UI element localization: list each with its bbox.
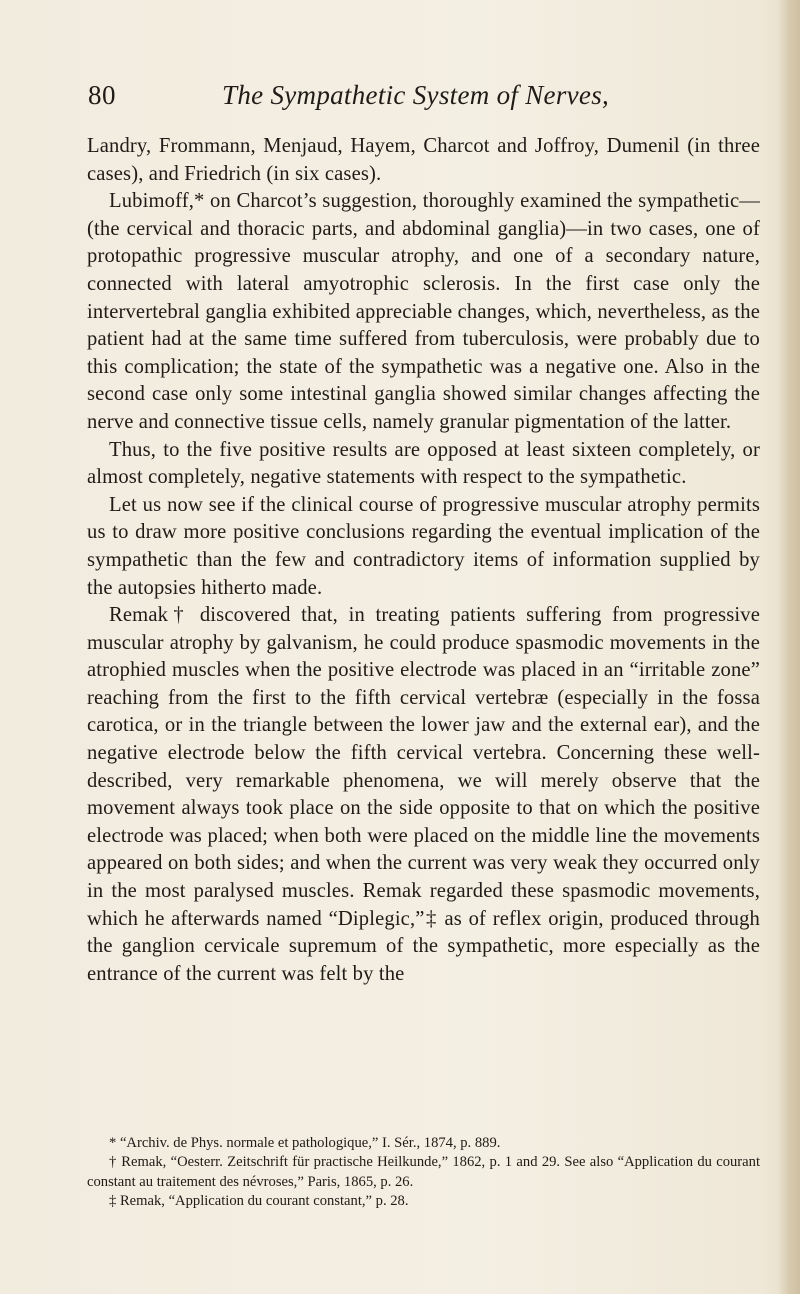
footnote: * “Archiv. de Phys. normale et pathologique,” I. Sér., 1874, p. 889. (109, 1135, 501, 1151)
body-text (87, 133, 760, 988)
paragraph: Remak† discovered that, in treating patients suffering from progressive muscular atrophy by galvanism, he could produce spasmodic movements in the atrophied muscles when the positive electrode was placed in an “irritable zone” reaching from the first to the fifth cervical vertebræ (especially in the fossa carotica, or in the triangle between the lower jaw and the external ear), and the negative electrode below the fifth cervical vertebra. Concerning these well-described, very remarkable phenomena, we will merely observe that the movement always took place on the side opposite to that on which the positive electrode was placed; when both were placed on the middle line the movements appeared on both sides; and when the current was very weak they occurred only in the most paralysed muscles. Remak regarded these spasmodic movements, which he afterwards named “Diplegic,”‡ as of reflex origin, produced through the ganglion cervicale supremum of the sympathetic, more especially as the entrance of the current was felt by the (87, 604, 760, 985)
paragraph: Lubimoff,* on Charcot’s suggestion, thoroughly examined the sympathetic—(the cervical and thoracic parts, and abdominal ganglia)—in two cases, one of protopathic progressive muscular atrophy, and one of a secondary nature, connected with lateral amyotrophic sclerosis. In the first case only the intervertebral ganglia exhibited appreciable changes, which, nevertheless, as the patient had at the same time suffered from tuberculosis, were probably due to this complication; the state of the sympathetic was a negative one. Also in the second case only some intestinal ganglia showed similar changes affecting the nerve and connective tissue cells, namely granular pigmentation of the latter. (87, 190, 760, 433)
page-number: 80 (88, 80, 116, 110)
page-edge-shadow (778, 0, 800, 1294)
page-header (0, 76, 800, 116)
paragraph: Landry, Frommann, Menjaud, Hayem, Charcot and Joffroy, Dumenil (in three cases), and Friedrich (in six cases). (87, 135, 760, 185)
footnote: ‡ Remak, “Application du courant constant,” p. 28. (109, 1193, 409, 1210)
running-title: The Sympathetic System of Nerves, (222, 80, 610, 110)
footnotes (87, 1134, 760, 1212)
paragraph: Thus, to the five positive results are opposed at least sixteen completely, or almost completely, negative statements with respect to the sympathetic. (87, 438, 760, 489)
paragraph: Let us now see if the clinical course of progressive muscular atrophy permits us to draw more positive conclusions regarding the eventual implication of the sympathetic than the few and contradictory items of information supplied by the autopsies hitherto made. (87, 493, 760, 599)
footnote: † Remak, “Oesterr. Zeitschrift für practische Heilkunde,” 1862, p. 1 and 29. See also “Application du courant constant au traitement des névroses,” Paris, 1865, p. 26. (87, 1154, 760, 1190)
